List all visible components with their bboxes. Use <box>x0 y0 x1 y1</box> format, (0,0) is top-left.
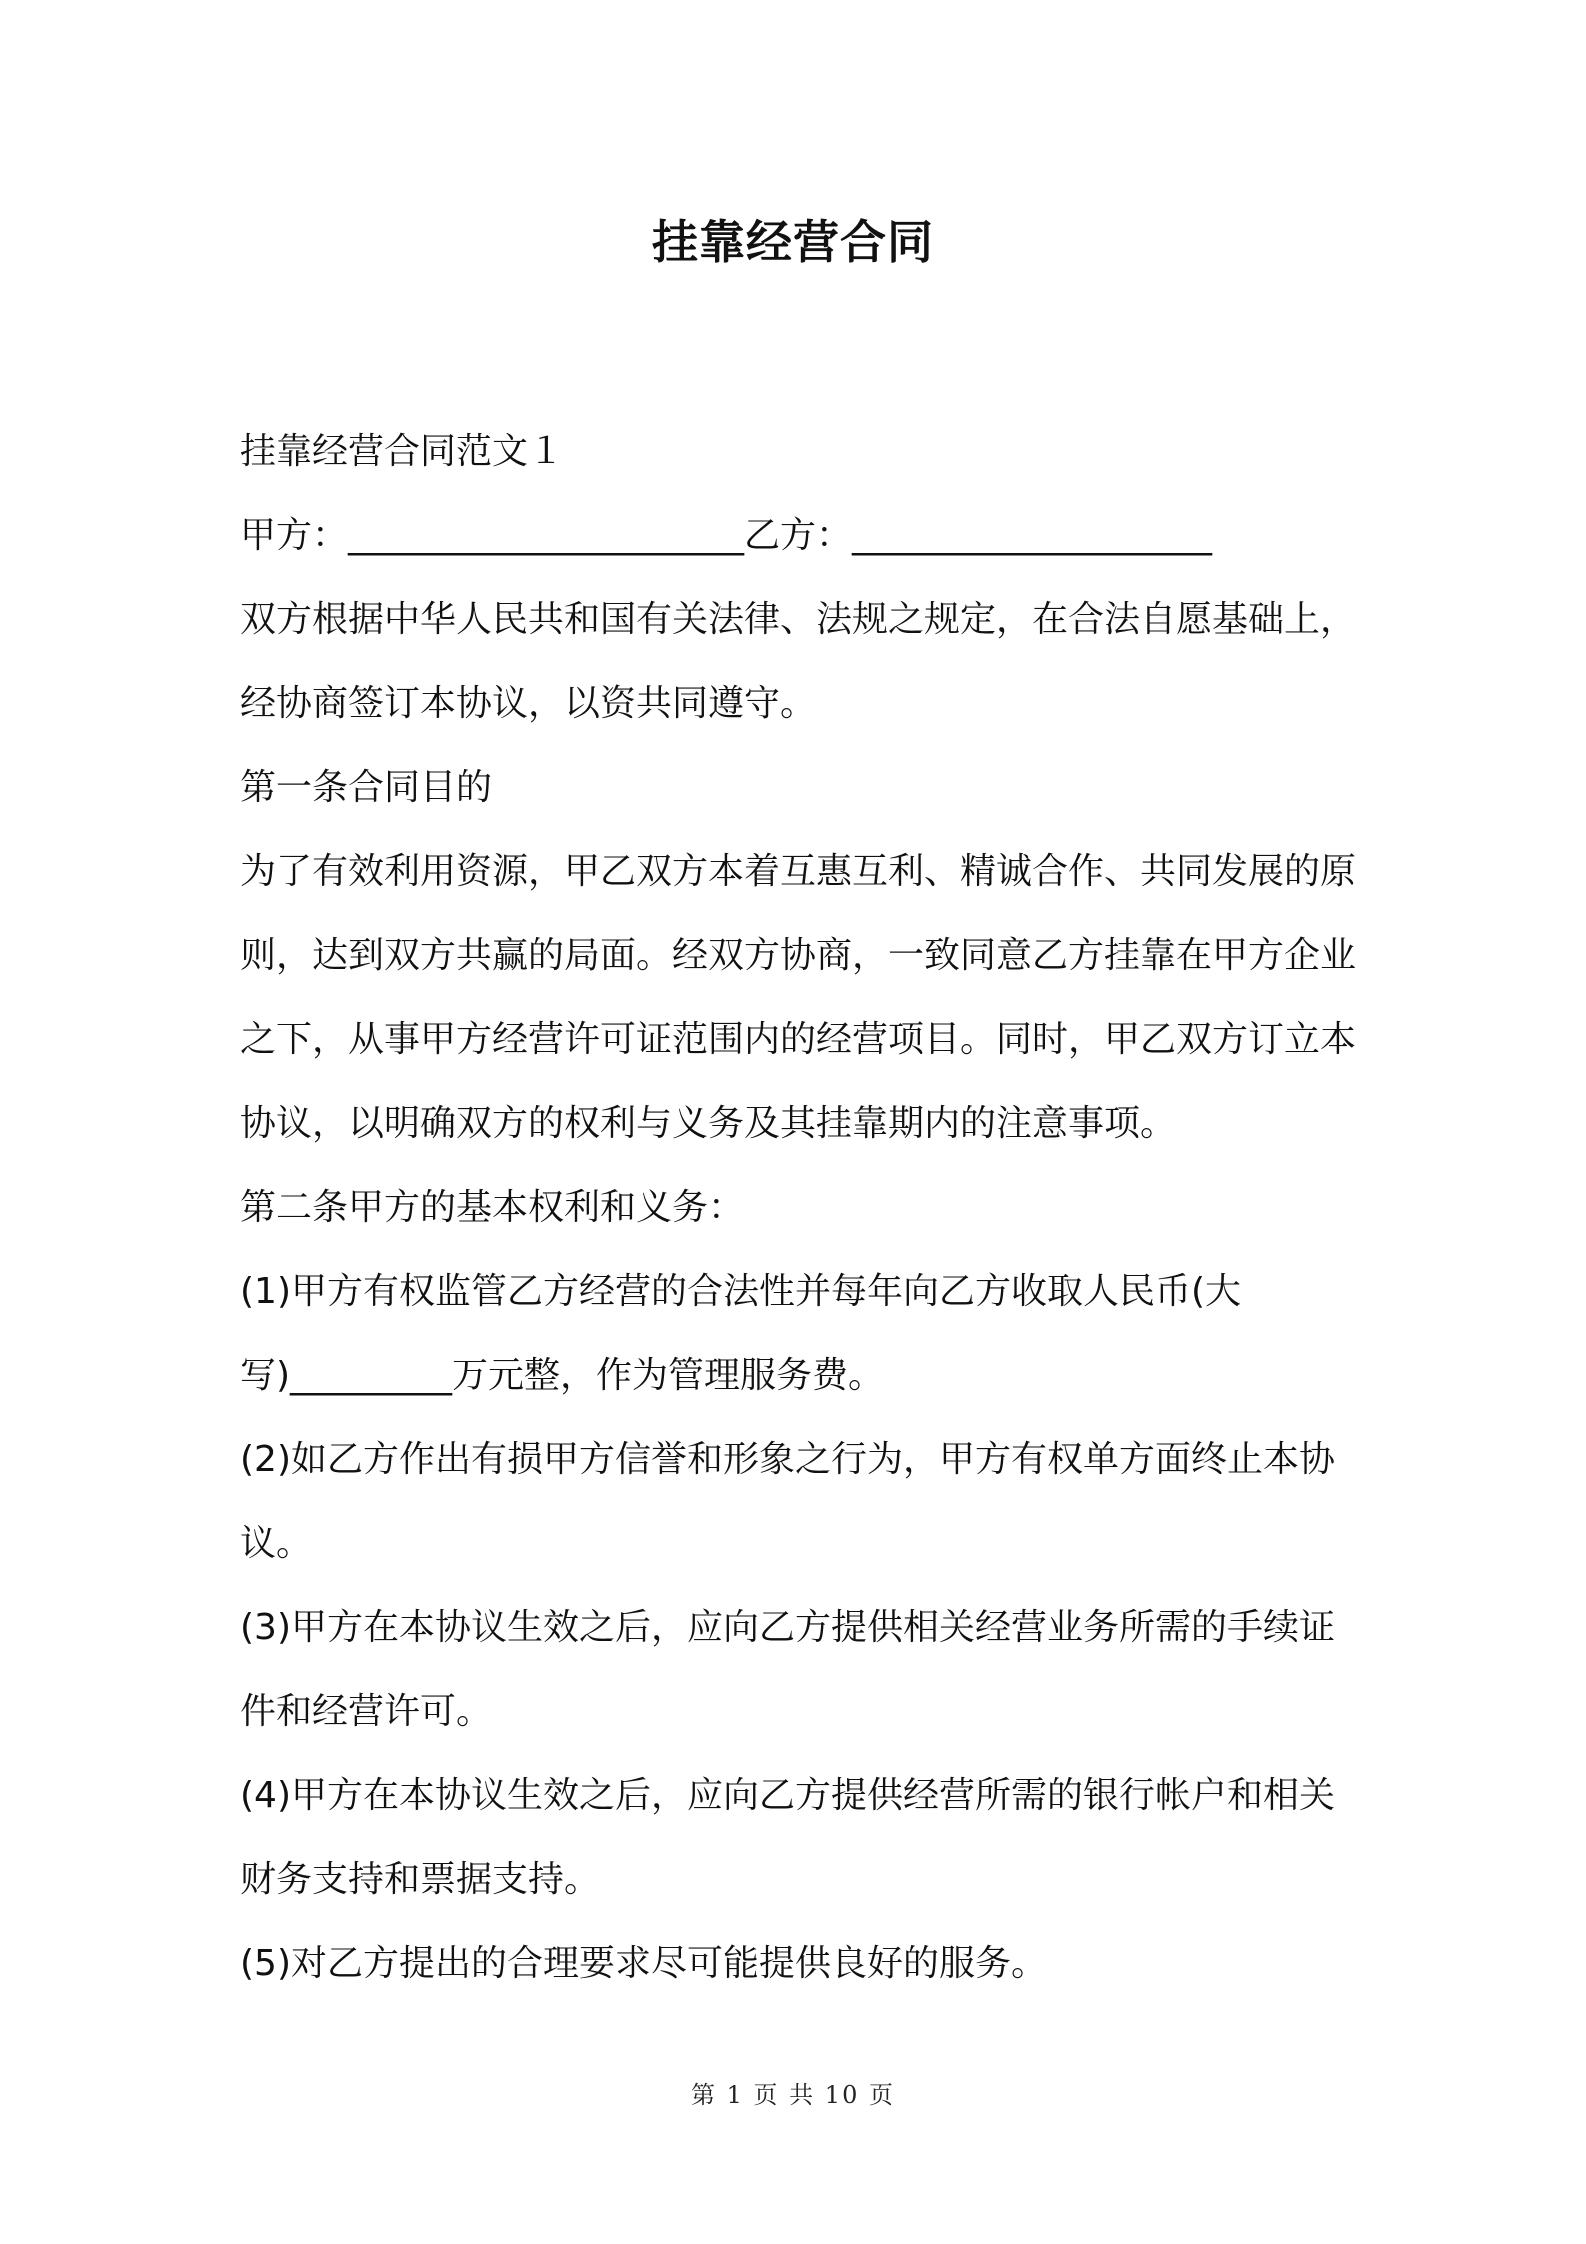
paragraph-article-1-text: 为了有效利用资源，甲乙双方本着互惠互利、精诚合作、共同发展的原则，达到双方共赢的局面。经双方协商，一致同意乙方挂靠在甲方企业之下，从事甲方经营许可证范围内的经营项目。同时，甲乙双方订立本协议，以明确双方的权利与义务及其挂靠期内的注意事项。 <box>240 851 1357 1144</box>
page-number-footer: 第 1 页 共 10 页 <box>691 2081 895 2109</box>
paragraph-item-3: (3)甲方在本协议生效之后，应向乙方提供相关经营业务所需的手续证件和经营许可。 <box>240 1607 1335 1732</box>
paragraph-subtitle: 挂靠经营合同范文１ <box>240 431 565 472</box>
paragraph-item-2: (2)如乙方作出有损甲方信誉和形象之行为，甲方有权单方面终止本协议。 <box>240 1439 1335 1564</box>
document-body <box>240 410 1360 2006</box>
paragraph-item-5: (5)对乙方提出的合理要求尽可能提供良好的服务。 <box>240 1943 1047 1984</box>
paragraph-item-1: (1)甲方有权监管乙方经营的合法性并每年向乙方收取人民币(大写)_________万元整，作为管理服务费。 <box>240 1271 1242 1396</box>
paragraph-article-2-heading: 第二条甲方的基本权利和义务： <box>240 1187 745 1228</box>
paragraph-article-1-heading: 第一条合同目的 <box>240 767 493 808</box>
paragraph-parties: 甲方：______________________乙方：____________________ <box>240 515 1213 556</box>
document-title: 挂靠经营合同 <box>652 215 934 269</box>
paragraph-intro: 双方根据中华人民共和国有关法律、法规之规定，在合法自愿基础上，经协商签订本协议，以资共同遵守。 <box>240 599 1357 724</box>
paragraph-item-4: (4)甲方在本协议生效之后，应向乙方提供经营所需的银行帐户和相关财务支持和票据支持。 <box>240 1775 1335 1900</box>
